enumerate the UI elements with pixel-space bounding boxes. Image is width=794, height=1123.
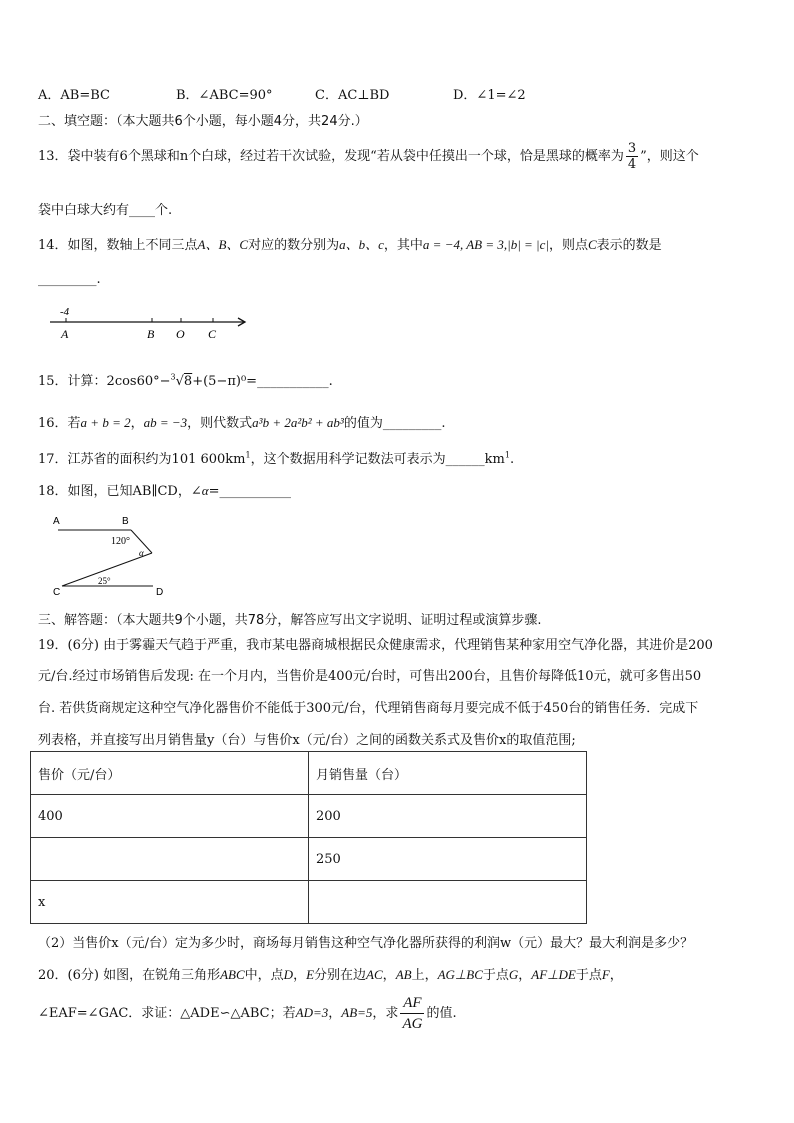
q15-text-2: +(5−π)⁰= xyxy=(192,374,258,389)
q20-point-f: F xyxy=(601,967,610,982)
label-d: D xyxy=(156,587,164,598)
q17-superscript-2: 1 xyxy=(504,450,510,460)
q16-expression: a³b + 2a²b² + ab³ xyxy=(252,415,344,430)
label-b: B xyxy=(122,516,129,527)
q20-similar: △ADE∽△ABC xyxy=(180,1006,270,1021)
q19-line-3: 台. 若供货商规定这种空气净化器售价不能低于300元/台，代理销售商每月要完成不低于450台的销售任务．完成下 xyxy=(38,701,699,716)
q20-ag-perp: AG⊥BC xyxy=(437,967,483,982)
q14-text-4: ，则点 xyxy=(548,238,588,253)
q14-text-3: ，其中 xyxy=(383,238,423,253)
q16-text-1: 16．若 xyxy=(38,416,81,431)
question-13 xyxy=(38,141,699,172)
q20-point-d: D xyxy=(283,967,294,982)
q13-frac-num: 3 xyxy=(627,141,637,156)
q12-option-b: B．∠ABC=90° xyxy=(176,88,273,103)
q13-line-2: 袋中白球大约有____个. xyxy=(38,203,173,218)
table-header-row xyxy=(31,752,587,795)
q17-answer-blank: ______ xyxy=(445,452,485,467)
q18-text-2: = xyxy=(208,484,220,499)
q13-text-2: ”，则这个 xyxy=(640,149,699,164)
q20-comma: ， xyxy=(518,968,532,983)
q16-separator: ， xyxy=(130,416,144,431)
label-a: A xyxy=(53,516,60,527)
table-row xyxy=(31,881,587,924)
question-17 xyxy=(38,448,514,467)
q20-point-g: G xyxy=(508,967,519,982)
q20-point-e: E xyxy=(306,967,315,982)
q20-comma: ， xyxy=(293,968,307,983)
q20-frac-den: AG xyxy=(402,1016,423,1032)
question-15 xyxy=(38,370,333,389)
label-b: B xyxy=(147,327,155,341)
q15-root-index: 3 xyxy=(170,372,176,382)
q14-text-2: 对应的数分别为 xyxy=(248,238,340,253)
q15-radicand: 8 xyxy=(183,374,193,389)
label-minus-four: -4 xyxy=(60,306,70,318)
section-fill-in-heading: 二、填空题：（本大题共6个小题，每小题4分，共24分.） xyxy=(38,114,368,129)
q19-part-2: （2）当售价x（元/台）定为多少时，商场每月销售这种空气净化器所获得的利润w（元）最大？最大利润是多少？ xyxy=(38,936,694,951)
q17-text-1: 17．江苏省的面积约为101 600km xyxy=(38,452,246,467)
q16-text-2: ，则代数式 xyxy=(187,416,253,431)
q20-text-3: 分别在边 xyxy=(314,968,367,983)
label-c: C xyxy=(53,587,61,598)
question-18 xyxy=(38,480,291,499)
label-c: C xyxy=(208,327,217,341)
q12-option-d: D．∠1=∠2 xyxy=(453,88,526,103)
question-14 xyxy=(38,234,662,253)
q14-condition: a = −4, AB = 3,|b| = |c| xyxy=(422,237,549,252)
q12-option-c: C．AC⊥BD xyxy=(315,88,390,103)
q20-text-2: 中，点 xyxy=(244,968,284,983)
q20-text-1: 20．(6分) 如图，在锐角三角形 xyxy=(38,968,221,983)
label-o: O xyxy=(176,327,185,341)
q17-unit: km xyxy=(484,452,505,467)
q20-text-6: 于点 xyxy=(575,968,602,983)
q18-alpha: α xyxy=(201,483,209,498)
table-cell: 250 xyxy=(309,838,587,881)
q20-side-ac: AC xyxy=(366,967,383,982)
section-solutions-heading: 三、解答题：（本大题共9个小题，共78分，解答应写出文字说明、证明过程或演算步骤. xyxy=(38,613,542,628)
q14-number-line-figure xyxy=(44,298,254,346)
table-row xyxy=(31,795,587,838)
table-header-volume: 月销售量（台） xyxy=(309,752,587,795)
q14-points: A、B、C xyxy=(197,237,249,252)
table-cell: 400 xyxy=(31,795,309,838)
q20-triangle: ABC xyxy=(220,967,245,982)
q14-text-1: 14．如图，数轴上不同三点 xyxy=(38,238,198,253)
q19-line-4: 列表格，并直接写出月销售量y（台）与售价x（元/台）之间的函数关系式及售价x的取值范围; xyxy=(38,733,576,748)
table-cell: x xyxy=(31,881,309,924)
q16-text-3: 的值为 xyxy=(343,416,383,431)
q13-frac-den: 4 xyxy=(627,157,637,172)
q20-text-9: ，求 xyxy=(372,1006,399,1021)
q14-vars: a、b、c xyxy=(339,237,384,252)
q20-af-perp: AF⊥DE xyxy=(531,967,576,982)
q20-text-7: ∠EAF=∠GAC．求证： xyxy=(38,1006,181,1021)
angle-25: 25° xyxy=(98,576,111,586)
q18-text-1: 18．如图，已知AB∥CD，∠ xyxy=(38,484,202,499)
q19-line-1: 19．(6分) 由于雾霾天气趋于严重，我市某电器商城根据民众健康需求，代理销售某种家用空气净化器，其进价是200 xyxy=(38,638,713,653)
radical-sign: √ xyxy=(175,374,184,389)
q20-comma: ， xyxy=(328,1006,342,1021)
q16-condition-2: ab = −3 xyxy=(143,415,188,430)
q20-text-4: 上， xyxy=(411,968,438,983)
question-20-line-1 xyxy=(38,964,623,983)
q20-text-8: ；若 xyxy=(269,1006,296,1021)
q20-fraction xyxy=(400,993,424,1034)
table-header-price: 售价（元/台） xyxy=(31,752,309,795)
q17-end: . xyxy=(509,452,515,467)
q12-option-a: A．AB=BC xyxy=(38,88,110,103)
q19-sales-table xyxy=(30,751,587,924)
table-cell xyxy=(309,881,587,924)
label-a: A xyxy=(61,327,69,341)
q20-text-5: 于点 xyxy=(482,968,509,983)
q16-answer-blank: _________. xyxy=(382,416,446,431)
q20-text-10: 的值. xyxy=(426,1006,457,1021)
q20-ab-value: AB=5 xyxy=(341,1005,373,1020)
q15-text-1: 15．计算：2cos60°− xyxy=(38,374,171,389)
q20-ad-value: AD=3 xyxy=(295,1005,329,1020)
question-20-line-2 xyxy=(38,993,457,1034)
table-cell xyxy=(31,838,309,881)
q14-point-c: C xyxy=(588,237,597,252)
q20-side-ab: AB xyxy=(395,967,412,982)
q15-answer-blank: ___________. xyxy=(257,374,333,389)
q14-answer-blank: _________. xyxy=(38,272,101,287)
q17-superscript-1: 1 xyxy=(245,450,251,460)
q13-probability-fraction xyxy=(626,141,638,172)
q19-line-2: 元/台.经过市场销售后发现: 在一个月内，当售价是400元/台时，可售出200台，且售价每降低10元，就可多售出50 xyxy=(38,669,702,684)
q20-comma: ， xyxy=(382,968,396,983)
angle-alpha: α xyxy=(139,548,144,558)
q18-answer-blank: ___________ xyxy=(219,484,291,499)
q20-end-1: ， xyxy=(609,968,623,983)
angle-120: 120° xyxy=(111,536,130,547)
q20-frac-num: AF xyxy=(400,993,424,1014)
table-cell: 200 xyxy=(309,795,587,838)
q16-condition-1: a + b = 2 xyxy=(80,415,131,430)
table-row xyxy=(31,838,587,881)
q13-text-1: 13．袋中装有6个黑球和n个白球，经过若干次试验，发现“若从袋中任摸出一个球，恰是黑球的概率为 xyxy=(38,149,624,164)
question-16 xyxy=(38,412,445,431)
q14-text-5: 表示的数是 xyxy=(596,238,662,253)
q17-text-2: ，这个数据用科学记数法可表示为 xyxy=(250,452,446,467)
q18-parallel-lines-figure xyxy=(48,512,178,598)
